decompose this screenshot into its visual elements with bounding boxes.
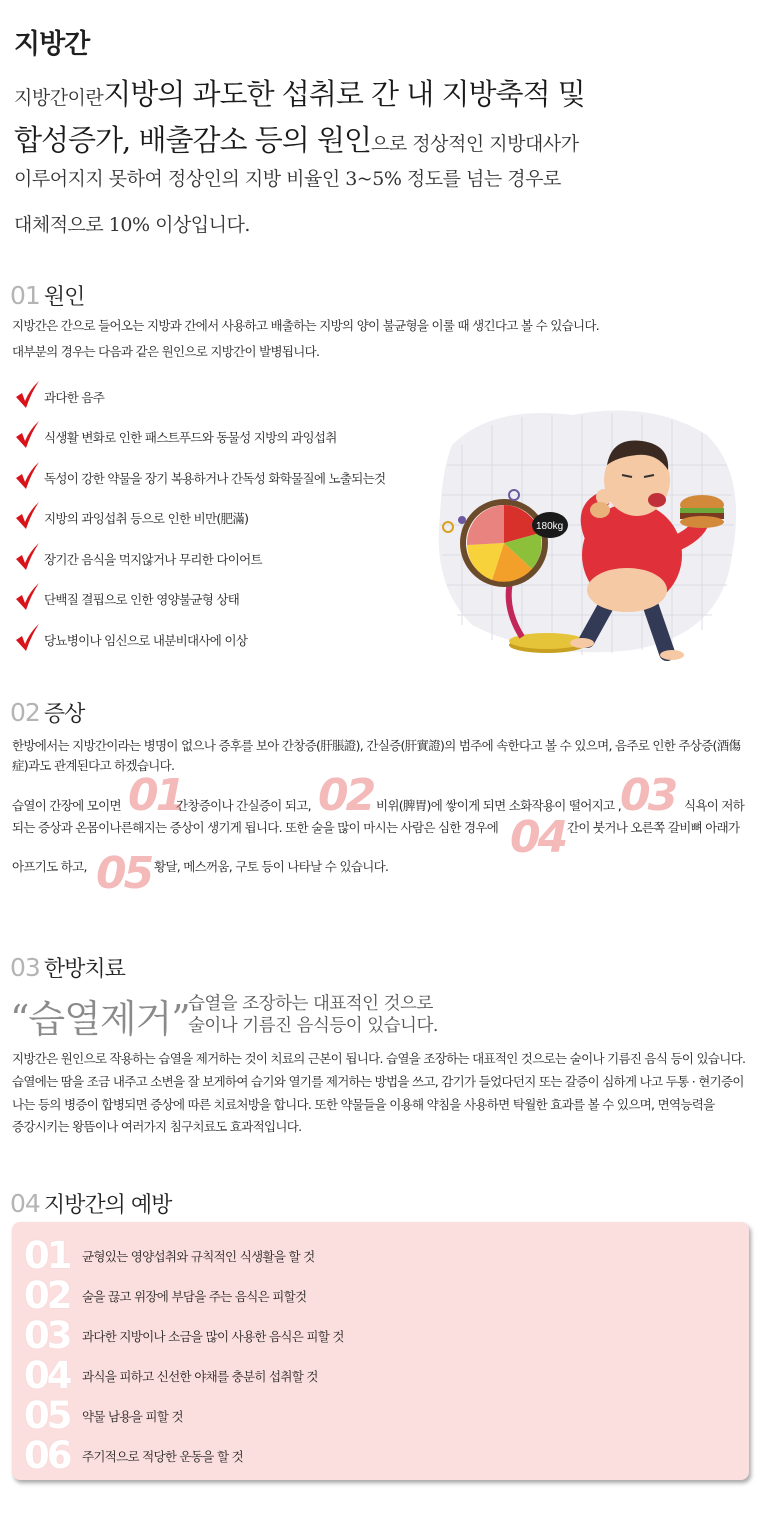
list-item: 당뇨병이나 임신으로 내분비대사에 이상 (14, 613, 385, 654)
symptom-seg-8: 황달, 메스꺼움, 구토 등이 나타날 수 있습니다. (154, 859, 389, 874)
prevention-number: 01 (24, 1234, 70, 1277)
list-item: 과다한 음주 (14, 370, 385, 411)
list-item (24, 1314, 344, 1357)
symptom-seg-2: 간창증이나 간실증이 되고, (176, 798, 311, 813)
page-title: 지방간 (14, 29, 90, 60)
check-icon (14, 543, 40, 573)
symptom-seg-1: 습열이 간장에 모이면 (12, 798, 121, 813)
section-symptoms-heading (10, 697, 84, 728)
check-icon (14, 381, 40, 411)
check-icon (14, 502, 40, 532)
overweight-man-illustration (432, 405, 752, 665)
symptom-seg-6: 간이 붓거나 오른쪽 갈비뼈 아래가 (567, 820, 740, 835)
step-number-01: 01 (128, 770, 184, 821)
quote-side-line-1: 습열을 조장하는 대표적인 것으로 (188, 994, 433, 1014)
treatment-para-3: 나는 등의 병증이 합병되면 증상에 따른 치료처방을 합니다. 또한 약물들을 이용해 약침을 사용하면 탁월한 효과를 볼 수 있으며, 면역능력을 (12, 1097, 715, 1112)
prevention-text: 술을 끊고 위장에 부담을 주는 음식은 피할것 (82, 1288, 307, 1304)
illustration-svg (432, 405, 752, 665)
section-title: 증상 (43, 702, 85, 727)
section-prevention-heading (10, 1188, 171, 1219)
step-number-03: 03 (620, 770, 676, 821)
scale-weight-label: 180kg (536, 521, 564, 532)
intro-line2-small: 으로 정상적인 지방대사가 (371, 133, 579, 155)
prevention-text: 균형있는 영양섭취와 규칙적인 식생활을 할 것 (82, 1248, 315, 1264)
causes-para-2: 대부분의 경우는 다음과 같은 원인으로 지방간이 발병됩니다. (12, 344, 320, 359)
section-number: 01 (10, 281, 40, 310)
section-title: 한방치료 (43, 957, 125, 982)
treatment-quote-side (188, 993, 438, 1037)
check-icon (14, 462, 40, 492)
list-item: 단백질 결핍으로 인한 영양불균형 상태 (14, 573, 385, 614)
treatment-para-4: 증강시키는 왕뜸이나 여러가지 침구치료도 효과적입니다. (12, 1119, 302, 1134)
step-number-02: 02 (318, 770, 374, 821)
section-title: 지방간의 예방 (43, 1193, 172, 1218)
prevention-number: 02 (24, 1274, 70, 1317)
treatment-para-2: 습열에는 땀을 조금 내주고 소변을 잘 보게하여 습기와 열기를 제거하는 방법을 쓰고, 감기가 들었다던지 또는 갈증이 심하게 나고 두통 · 현기증이 (12, 1074, 744, 1089)
treatment-para-1: 지방간은 원인으로 작용하는 습열을 제거하는 것이 치료의 근본이 됩니다. 습열을 조장하는 대표적인 것으로는 술이나 기름진 음식 등이 있습니다. (12, 1051, 746, 1066)
intro-line4: 대체적으로 10% 이상입니다. (14, 214, 250, 236)
symptom-seg-7: 아프기도 하고, (12, 859, 87, 874)
prevention-text: 과식을 피하고 신선한 야채를 충분히 섭취할 것 (82, 1368, 318, 1384)
prevention-number: 05 (24, 1394, 70, 1437)
section-number: 02 (10, 698, 40, 727)
list-item (24, 1434, 243, 1477)
list-item (24, 1354, 318, 1397)
intro-line1-small: 지방간이란 (14, 87, 104, 109)
list-item: 독성이 강한 약물을 장기 복용하거나 간독성 화학물질에 노출되는것 (14, 451, 385, 492)
prevention-box (12, 1222, 749, 1480)
section-number: 03 (10, 953, 40, 982)
list-item (24, 1234, 315, 1277)
symptoms-para-2: 症)과도 관계된다고 하겠습니다. (12, 758, 175, 773)
intro-line3: 이루어지지 못하여 정상인의 지방 비율인 3~5% 정도를 넘는 경우로 (14, 168, 561, 190)
list-item (24, 1274, 306, 1317)
list-item (24, 1394, 183, 1437)
list-item: 식생활 변화로 인한 패스트푸드와 동물성 지방의 과잉섭취 (14, 411, 385, 452)
prevention-number: 04 (24, 1354, 70, 1397)
list-item: 장기간 음식을 먹지않거나 무리한 다이어트 (14, 532, 385, 573)
section-title: 원인 (43, 285, 85, 310)
section-treatment-heading (10, 952, 125, 983)
check-icon (14, 624, 40, 654)
check-icon (14, 583, 40, 613)
intro-paragraph (14, 72, 654, 256)
prevention-text: 약물 남용을 피할 것 (82, 1408, 183, 1424)
list-item: 지방의 과잉섭취 등으로 인한 비만(肥滿) (14, 492, 385, 533)
quote-side-line-2: 술이나 기름진 음식등이 있습니다. (188, 1016, 438, 1036)
prevention-number: 03 (24, 1314, 70, 1357)
section-number: 04 (10, 1189, 40, 1218)
symptom-seg-3: 비위(脾胃)에 쌓이게 되면 소화작용이 떨어지고 , (376, 798, 621, 813)
treatment-quote: “습열제거” (10, 997, 190, 1041)
prevention-number: 06 (24, 1434, 70, 1477)
symptom-seg-4: 식욕이 저하 (684, 798, 745, 813)
causes-para-1: 지방간은 간으로 들어오는 지방과 간에서 사용하고 배출하는 지방의 양이 불균형을 이룰 때 생긴다고 볼 수 있습니다. (12, 318, 600, 333)
symptoms-para-1: 한방에서는 지방간이라는 병명이 없으나 증후를 보아 간창증(肝脹證), 간실증(肝實證)의 범주에 속한다고 볼 수 있으며, 음주로 인한 주상증(酒傷 (12, 738, 741, 753)
prevention-text: 과다한 지방이나 소금을 많이 사용한 음식은 피할 것 (82, 1328, 344, 1344)
intro-line1-large: 지방의 과도한 섭취로 간 내 지방축적 및 (103, 77, 585, 111)
intro-line2-large: 합성증가, 배출감소 등의 원인 (14, 123, 372, 157)
check-icon (14, 421, 40, 451)
section-causes-heading (10, 280, 84, 311)
step-number-04: 04 (510, 812, 566, 863)
symptom-seg-5: 되는 증상과 온몸이나른해지는 증상이 생기게 됩니다. 또한 술을 많이 마시는 사람은 심한 경우에 (12, 820, 499, 835)
prevention-text: 주기적으로 적당한 운동을 할 것 (82, 1448, 243, 1464)
step-number-05: 05 (96, 848, 152, 899)
causes-list (14, 370, 385, 654)
